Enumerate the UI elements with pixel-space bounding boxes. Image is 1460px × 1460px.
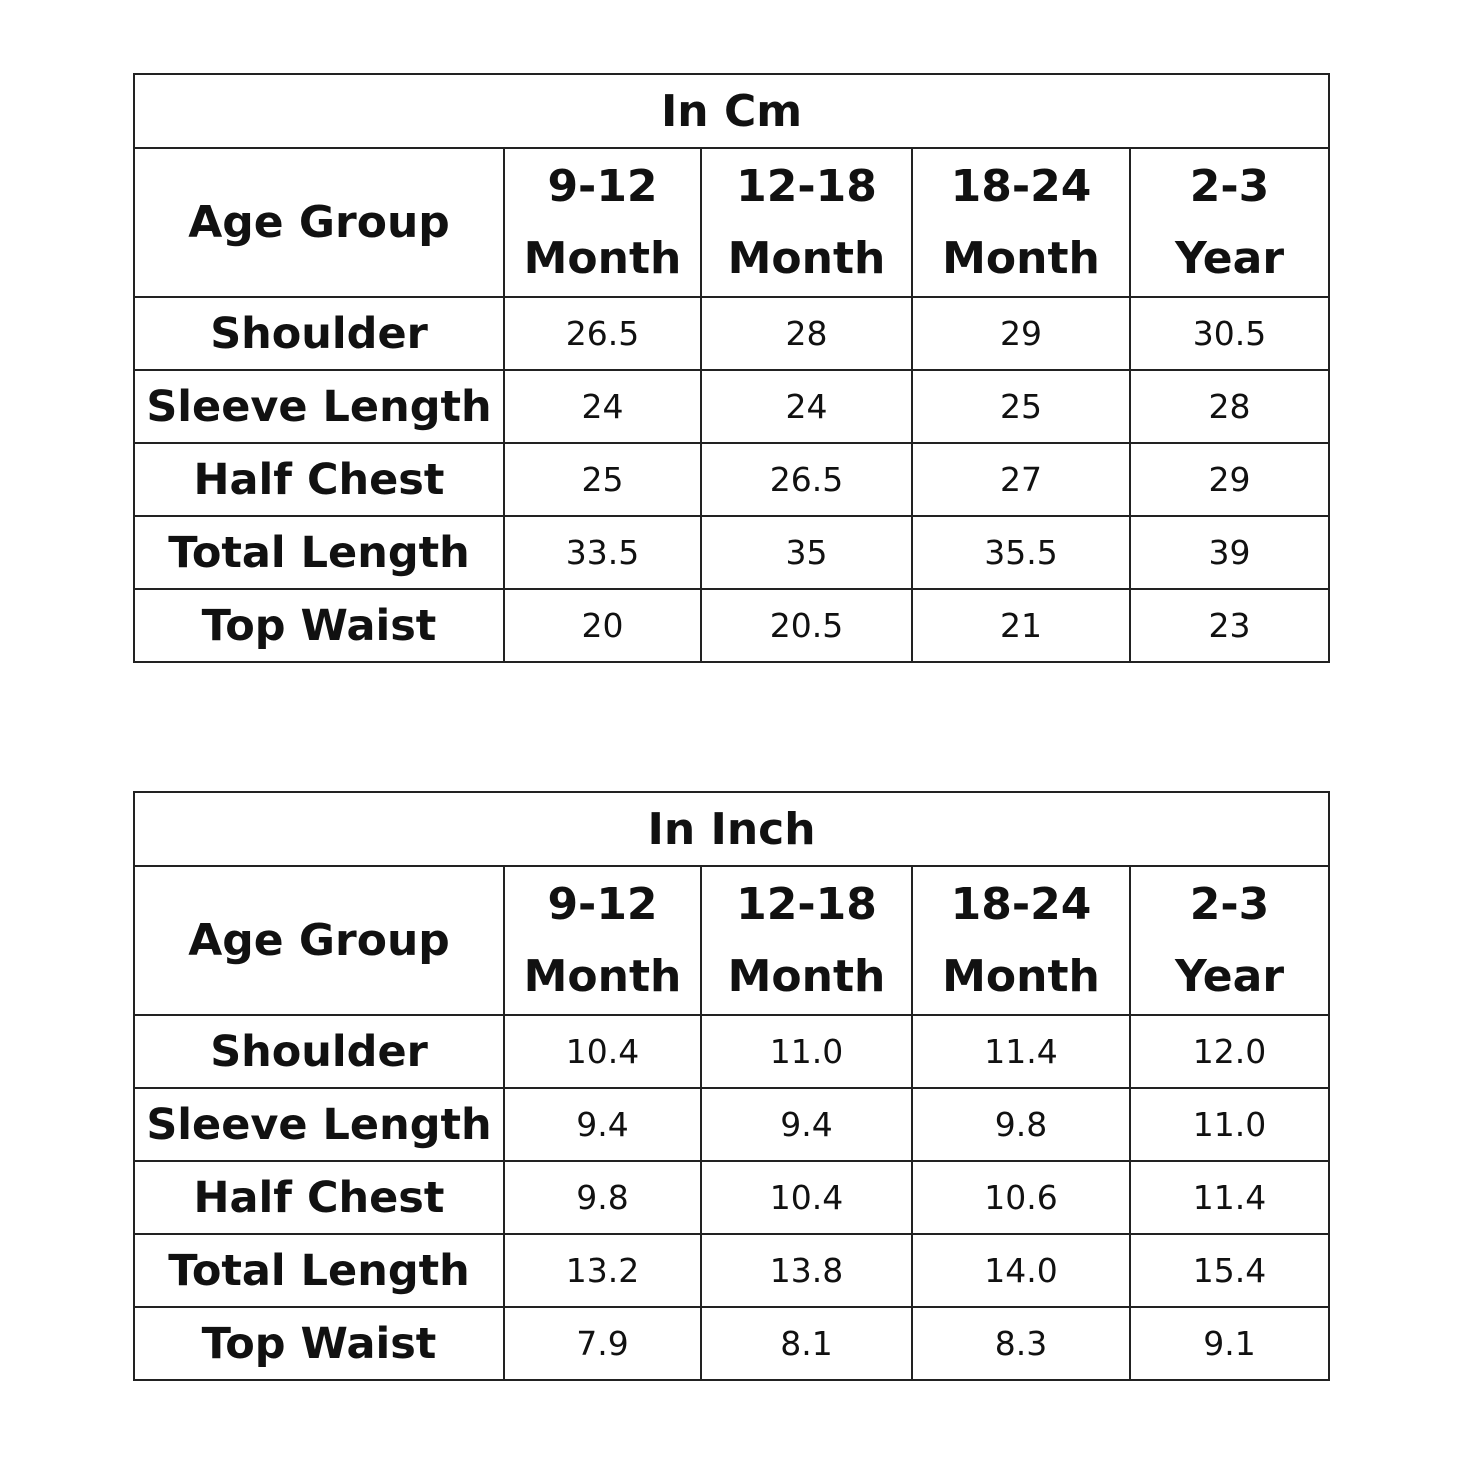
table-cell: 29 <box>1130 443 1329 516</box>
column-header: 18-24 Month <box>912 866 1130 1015</box>
table-row <box>134 443 1329 516</box>
table-row <box>134 589 1329 662</box>
table-cell: 12.0 <box>1130 1015 1329 1088</box>
table-cell: 15.4 <box>1130 1234 1329 1307</box>
column-header: 2-3 Year <box>1130 148 1329 297</box>
table-row <box>134 1234 1329 1307</box>
table-cell: 9.8 <box>504 1161 701 1234</box>
table-cell: 30.5 <box>1130 297 1329 370</box>
table-cell: 7.9 <box>504 1307 701 1380</box>
table-cell: 10.4 <box>701 1161 912 1234</box>
table-cell: 29 <box>912 297 1130 370</box>
table-cell: 8.3 <box>912 1307 1130 1380</box>
table-cell: 9.4 <box>504 1088 701 1161</box>
column-header: 2-3 Year <box>1130 866 1329 1015</box>
table-cell: 39 <box>1130 516 1329 589</box>
row-label: Half Chest <box>134 1161 504 1234</box>
table-cell: 11.0 <box>1130 1088 1329 1161</box>
column-header: 9-12 Month <box>504 866 701 1015</box>
table-cell: 20.5 <box>701 589 912 662</box>
table-cell: 24 <box>504 370 701 443</box>
row-label: Top Waist <box>134 589 504 662</box>
table-cell: 11.0 <box>701 1015 912 1088</box>
size-table-inch <box>133 791 1330 1381</box>
row-label: Sleeve Length <box>134 370 504 443</box>
row-label: Shoulder <box>134 1015 504 1088</box>
table-title: In Cm <box>134 74 1329 148</box>
table-cell: 28 <box>701 297 912 370</box>
age-group-label: Age Group <box>134 866 504 1015</box>
table-cell: 35.5 <box>912 516 1130 589</box>
table-cell: 26.5 <box>504 297 701 370</box>
table-row <box>134 370 1329 443</box>
table-cell: 13.2 <box>504 1234 701 1307</box>
table-row <box>134 516 1329 589</box>
row-label: Shoulder <box>134 297 504 370</box>
table-row <box>134 1015 1329 1088</box>
table-cell: 9.8 <box>912 1088 1130 1161</box>
table-cell: 25 <box>504 443 701 516</box>
table-row <box>134 1161 1329 1234</box>
table-cell: 33.5 <box>504 516 701 589</box>
table-cell: 24 <box>701 370 912 443</box>
table-cell: 26.5 <box>701 443 912 516</box>
table-cell: 23 <box>1130 589 1329 662</box>
column-header: 18-24 Month <box>912 148 1130 297</box>
row-label: Top Waist <box>134 1307 504 1380</box>
table-cell: 20 <box>504 589 701 662</box>
table-row <box>134 1088 1329 1161</box>
column-header: 12-18 Month <box>701 866 912 1015</box>
table-cell: 11.4 <box>1130 1161 1329 1234</box>
table-cell: 28 <box>1130 370 1329 443</box>
column-header: 9-12 Month <box>504 148 701 297</box>
table-cell: 27 <box>912 443 1130 516</box>
table-row <box>134 297 1329 370</box>
row-label: Sleeve Length <box>134 1088 504 1161</box>
table-cell: 35 <box>701 516 912 589</box>
table-cell: 8.1 <box>701 1307 912 1380</box>
row-label: Total Length <box>134 516 504 589</box>
table-cell: 13.8 <box>701 1234 912 1307</box>
table-cell: 10.6 <box>912 1161 1130 1234</box>
table-cell: 9.4 <box>701 1088 912 1161</box>
table-cell: 14.0 <box>912 1234 1130 1307</box>
table-cell: 10.4 <box>504 1015 701 1088</box>
table-cell: 9.1 <box>1130 1307 1329 1380</box>
row-label: Total Length <box>134 1234 504 1307</box>
table-title: In Inch <box>134 792 1329 866</box>
age-group-label: Age Group <box>134 148 504 297</box>
size-table-cm <box>133 73 1330 663</box>
row-label: Half Chest <box>134 443 504 516</box>
column-header: 12-18 Month <box>701 148 912 297</box>
table-row <box>134 1307 1329 1380</box>
table-cell: 25 <box>912 370 1130 443</box>
table-cell: 21 <box>912 589 1130 662</box>
table-cell: 11.4 <box>912 1015 1130 1088</box>
